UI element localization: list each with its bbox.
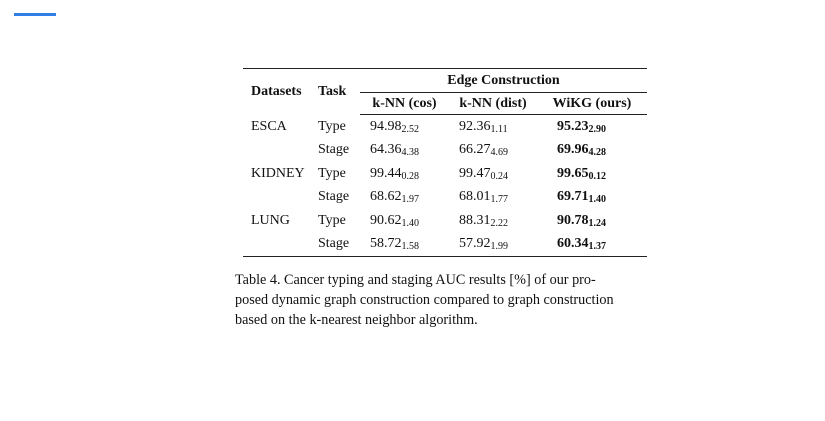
std-dev: 0.24 xyxy=(490,170,508,182)
value: 92.36 xyxy=(459,118,491,134)
knn-dist-cell xyxy=(449,209,537,233)
task-cell: Type xyxy=(318,118,346,134)
knn-cos-cell xyxy=(360,162,449,186)
knn-cos-cell xyxy=(360,233,449,257)
std-dev: 4.28 xyxy=(588,147,606,159)
wikg-cell xyxy=(537,209,647,233)
wikg-cell xyxy=(537,233,647,257)
value: 69.96 xyxy=(557,142,589,158)
task-cell: Stage xyxy=(318,233,360,257)
caption-line: Table 4. Cancer typing and staging AUC results [%] of our pro- xyxy=(235,272,596,288)
table-row xyxy=(243,209,647,233)
table-caption xyxy=(235,270,655,330)
dataset-cell: ESCA xyxy=(251,118,287,134)
knn-dist-cell xyxy=(449,139,537,163)
std-dev: 2.52 xyxy=(401,123,419,135)
header-knn-cos: k-NN (cos) xyxy=(360,93,449,115)
std-dev: 1.58 xyxy=(401,241,419,253)
header-task: Task xyxy=(318,83,347,99)
table-row xyxy=(243,115,647,139)
value: 58.72 xyxy=(370,236,402,252)
table-row xyxy=(243,139,647,163)
std-dev: 1.40 xyxy=(401,217,419,229)
std-dev: 2.90 xyxy=(588,123,606,135)
std-dev: 1.11 xyxy=(490,123,508,135)
value: 68.01 xyxy=(459,189,491,205)
value: 69.71 xyxy=(557,189,589,205)
std-dev: 4.69 xyxy=(490,147,508,159)
task-cell: Type xyxy=(318,212,346,228)
value: 90.78 xyxy=(557,212,589,228)
knn-cos-cell xyxy=(360,115,449,139)
wikg-cell xyxy=(537,186,647,210)
std-dev: 1.77 xyxy=(490,194,508,206)
std-dev: 1.24 xyxy=(588,217,606,229)
caption-line: posed dynamic graph construction compared to graph construction xyxy=(235,292,614,308)
wikg-cell xyxy=(537,162,647,186)
value: 88.31 xyxy=(459,212,491,228)
std-dev: 4.38 xyxy=(401,147,419,159)
table-row xyxy=(243,186,647,210)
task-cell: Stage xyxy=(318,142,350,158)
std-dev: 2.22 xyxy=(490,217,508,229)
knn-cos-cell xyxy=(360,209,449,233)
table-row xyxy=(243,233,647,257)
value: 66.27 xyxy=(459,142,491,158)
wikg-cell xyxy=(537,115,647,139)
knn-dist-cell xyxy=(449,162,537,186)
header-datasets: Datasets xyxy=(251,83,302,99)
value: 99.47 xyxy=(459,165,491,181)
value: 60.34 xyxy=(557,236,589,252)
knn-dist-cell xyxy=(449,186,537,210)
header-edge-construction: Edge Construction xyxy=(360,69,647,93)
header-knn-dist: k-NN (dist) xyxy=(449,93,537,115)
dataset-cell xyxy=(243,233,318,257)
std-dev: 0.12 xyxy=(588,170,606,182)
caption-line: based on the k-nearest neighbor algorithm. xyxy=(235,312,478,328)
value: 57.92 xyxy=(459,236,491,252)
knn-cos-cell xyxy=(360,139,449,163)
task-cell: Stage xyxy=(318,189,350,205)
std-dev: 1.37 xyxy=(588,241,606,253)
dataset-cell xyxy=(243,139,318,163)
header-wikg: WiKG (ours) xyxy=(537,93,647,115)
task-cell: Type xyxy=(318,165,346,181)
accent-bar xyxy=(14,13,56,16)
std-dev: 1.40 xyxy=(588,194,606,206)
table-row xyxy=(243,162,647,186)
knn-dist-cell xyxy=(449,233,537,257)
knn-cos-cell xyxy=(360,186,449,210)
dataset-cell xyxy=(243,186,318,210)
value: 95.23 xyxy=(557,118,589,134)
std-dev: 0.28 xyxy=(401,170,419,182)
value: 99.65 xyxy=(557,165,589,181)
dataset-cell: KIDNEY xyxy=(251,165,305,181)
std-dev: 1.99 xyxy=(490,241,508,253)
results-table xyxy=(243,68,647,257)
value: 94.98 xyxy=(370,118,402,134)
value: 90.62 xyxy=(370,212,402,228)
value: 64.36 xyxy=(370,142,402,158)
std-dev: 1.97 xyxy=(401,194,419,206)
value: 99.44 xyxy=(370,165,402,181)
dataset-cell: LUNG xyxy=(251,212,290,228)
knn-dist-cell xyxy=(449,115,537,139)
wikg-cell xyxy=(537,139,647,163)
value: 68.62 xyxy=(370,189,402,205)
